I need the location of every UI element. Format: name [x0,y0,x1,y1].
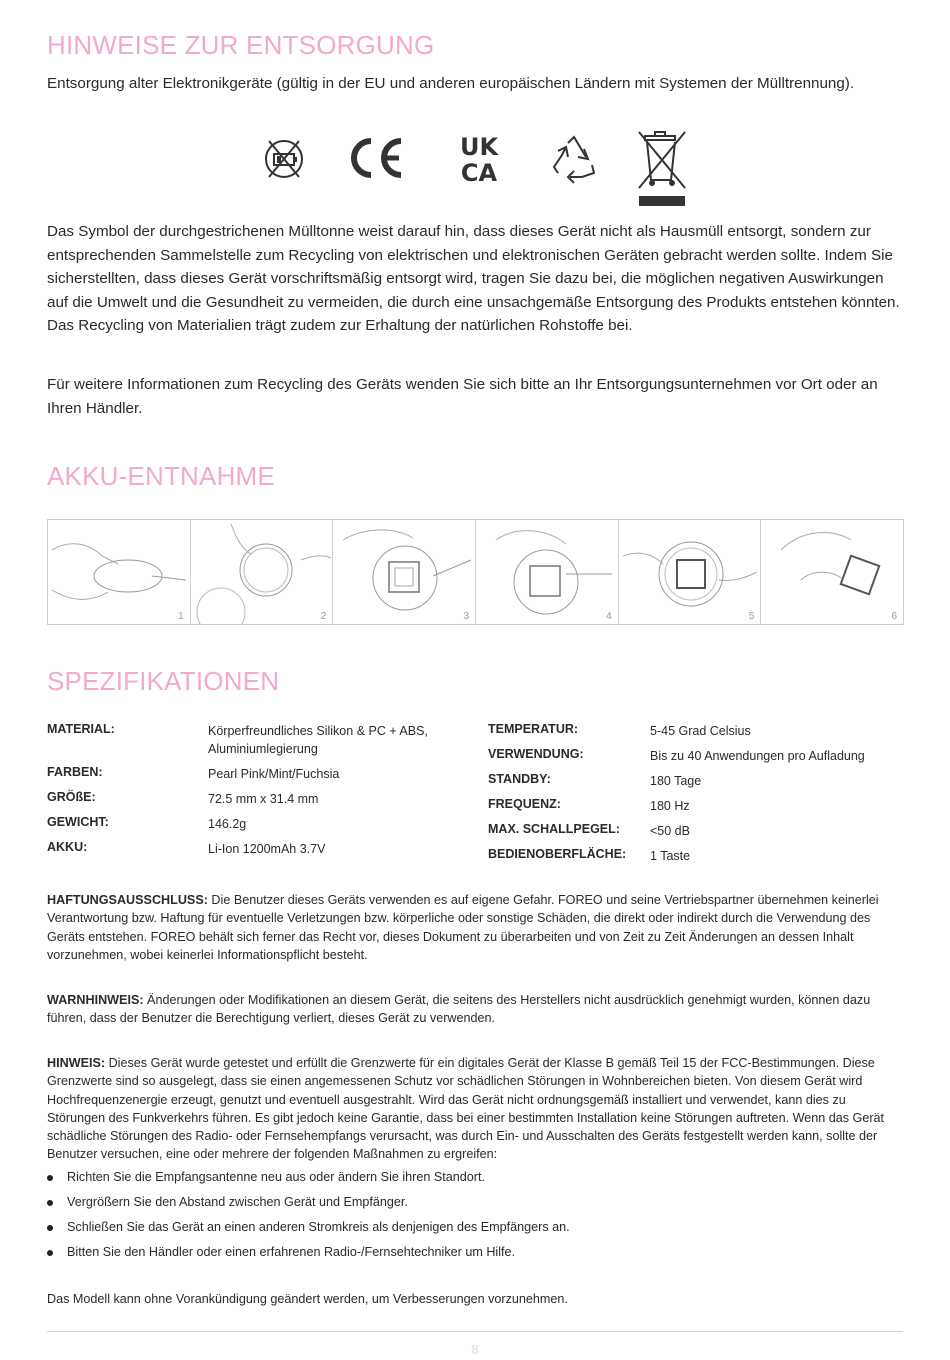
step-4-image [476,520,619,624]
specs-left-column [47,722,467,865]
step-3-image [333,520,476,624]
list-item: Vergrößern Sie den Abstand zwischen Gerät und Empfänger. [47,1195,903,1220]
spec-label: TEMPERATUR: [488,722,579,736]
spec-row [488,772,903,797]
footer-divider [47,1331,903,1332]
ukca-mark-icon [454,133,504,188]
spec-value: 72.5 mm x 31.4 mm [208,792,319,806]
step-5-image [619,520,762,624]
step-number: 2 [320,611,327,622]
spec-value: Körperfreundliches Silikon & PC + ABS, Aluminiumlegierung [208,724,428,756]
disposal-paragraph-1: Das Symbol der durchgestrichenen Mülltonne weist darauf hin, dass dieses Gerät nicht als Hausmüll entsorgt, sondern zur entsprechenden Sammelstelle zum Recycling von elektrischen und elektronischen Geräten gebracht werden sollte. Indem Sie sicherstellten, dass dieses Gerät vorschriftsmäßig entsorgt wird, tragen Sie dazu bei, die möglichen negativen Auswirkungen auf die Umwelt und die Gesundheit zu vermeiden, die durch eine unsachgemäße Entsorgung des Produkts entstehen könnten. Das Recycling von Materialien trägt zudem zur Erhaltung der natürlichen Rohstoffe bei. [47,223,900,334]
notice-paragraph [47,1054,903,1164]
specs-heading: SPEZIFIKATIONEN [47,666,280,696]
spec-label: MATERIAL: [47,722,115,736]
notice-text: Dieses Gerät wurde getestet und erfüllt die Grenzwerte für ein digitales Gerät der Klasse B gemäß Teil 15 der FCC-Bestimmungen. Diese Grenzwerte sind so ausgelegt, dass sie einen angemessenen Schutz vor schädlichen Störungen in Wohnbereichen bieten. Von diesem Gerät wird Hochfrequenzenergie erzeugt, genutzt und eventuell ausgestrahlt. Wird das Gerät nicht ordnungsgemäß installiert und verwendet, kann dies zu Störungen des Funkverkehrs führen. Es gibt jedoch keine Garantie, dass bei einer bestimmten Installation keine Störungen auftreten. Wenn das Gerät schädliche Störungen des Radio- oder Fernsehempfangs verursacht, was durch Ein- und Ausschalten des Geräts festgestellt werden kann, sollte der Benutzer versuchen, eine oder mehrere der folgenden Maßnahmen zu ergreifen: [47,1056,885,1162]
warning-text: Änderungen oder Modifikationen an diesem Gerät, die seitens des Herstellers nicht ausdrücklich genehmigt wurden, können dazu führen, dass der Benutzer die Berechtigung verliert, dieses Gerät zu verwenden. [47,993,871,1026]
svg-text:CA: CA [460,159,498,183]
warning-paragraph [47,991,903,1028]
disposal-paragraph-2: Für weitere Informationen zum Recycling des Geräts wenden Sie sich bitte an Ihr Entsorgungsunternehmen vor Ort oder an Ihren Händler. [47,376,878,417]
spec-row [488,822,903,847]
step-number: 5 [748,611,755,622]
ce-mark-icon [344,135,406,186]
crossed-bin-icon [637,130,689,215]
spec-label: VERWENDUNG: [488,747,584,761]
disposal-intro: Entsorgung alter Elektronikgeräte (gültig in der EU und anderen europäischen Ländern mit Systemen der Mülltrennung). [47,75,855,92]
disposal-heading: HINWEISE ZUR ENTSORGUNG [47,30,435,60]
model-note: Das Modell kann ohne Vorankündigung geändert werden, um Verbesserungen vorzunehmen. [47,1292,568,1306]
spec-row [488,847,903,872]
spec-label: STANDBY: [488,772,551,786]
spec-value: 180 Hz [650,799,690,813]
recycle-icon [548,133,600,190]
spec-row [47,840,467,865]
measures-list [47,1170,903,1270]
list-item: Schließen Sie das Gerät an einen anderen Stromkreis als denjenigen des Empfängers an. [47,1220,903,1245]
disclaimer-text: Die Benutzer dieses Geräts verwenden es auf eigene Gefahr. FOREO und seine Vertriebspartner übernehmen keinerlei Verantwortung bzw. Haftung für eventuelle Verletzungen bzw. körperliche oder sonstige Schäden, die direkt oder indirekt durch die Verwendung des Geräts entstehen. FOREO behält sich ferner das Recht vor, dieses Dokument zu überarbeiten und von Zeit zu Zeit Änderungen an dessen Inhalt vorzunehmen, wobei keinerlei Informationspflicht besteht. [47,893,879,962]
battery-heading: AKKU-ENTNAHME [47,461,275,491]
step-6-image [761,520,904,624]
spec-label: GEWICHT: [47,815,109,829]
step-2-image [191,520,334,624]
no-battery-disposal-icon [261,133,307,190]
spec-label: MAX. SCHALLPEGEL: [488,822,620,836]
step-number: 6 [891,611,898,622]
spec-value: Li-Ion 1200mAh 3.7V [208,842,326,856]
certification-icons [47,130,903,210]
spec-row [47,765,467,790]
spec-row [488,797,903,822]
spec-value: Bis zu 40 Anwendungen pro Aufladung [650,749,865,763]
spec-value: Pearl Pink/Mint/Fuchsia [208,767,340,781]
notice-label: HINWEIS: [47,1056,106,1070]
spec-label: BEDIENOBERFLÄCHE: [488,847,627,861]
warning-label: WARNHINWEIS: [47,993,144,1007]
list-item: Bitten Sie den Händler oder einen erfahrenen Radio-/Fernsehtechniker um Hilfe. [47,1245,903,1270]
spec-value: 146.2g [208,817,247,831]
svg-text:UK: UK [459,133,499,161]
spec-row [47,790,467,815]
spec-row [47,815,467,840]
spec-label: FARBEN: [47,765,103,779]
step-number: 4 [606,611,612,622]
spec-value: 5-45 Grad Celsius [650,724,751,738]
spec-label: AKKU: [47,840,88,854]
spec-value: <50 dB [650,824,690,838]
spec-row [47,722,467,765]
spec-label: GRÖßE: [47,790,96,804]
step-number: 1 [178,611,184,622]
page-number: 8 [471,1342,479,1357]
spec-value: 180 Tage [650,774,702,788]
list-item: Richten Sie die Empfangsantenne neu aus oder ändern Sie ihren Standort. [47,1170,903,1195]
disclaimer-label: HAFTUNGSAUSSCHLUSS: [47,893,208,907]
step-1-image [48,520,191,624]
disclaimer-paragraph [47,891,903,964]
specs-right-column [488,722,903,872]
spec-label: FREQUENZ: [488,797,561,811]
spec-row [488,747,903,772]
battery-removal-steps [47,519,904,625]
step-number: 3 [463,611,470,622]
spec-value: 1 Taste [650,849,691,863]
spec-row [488,722,903,747]
